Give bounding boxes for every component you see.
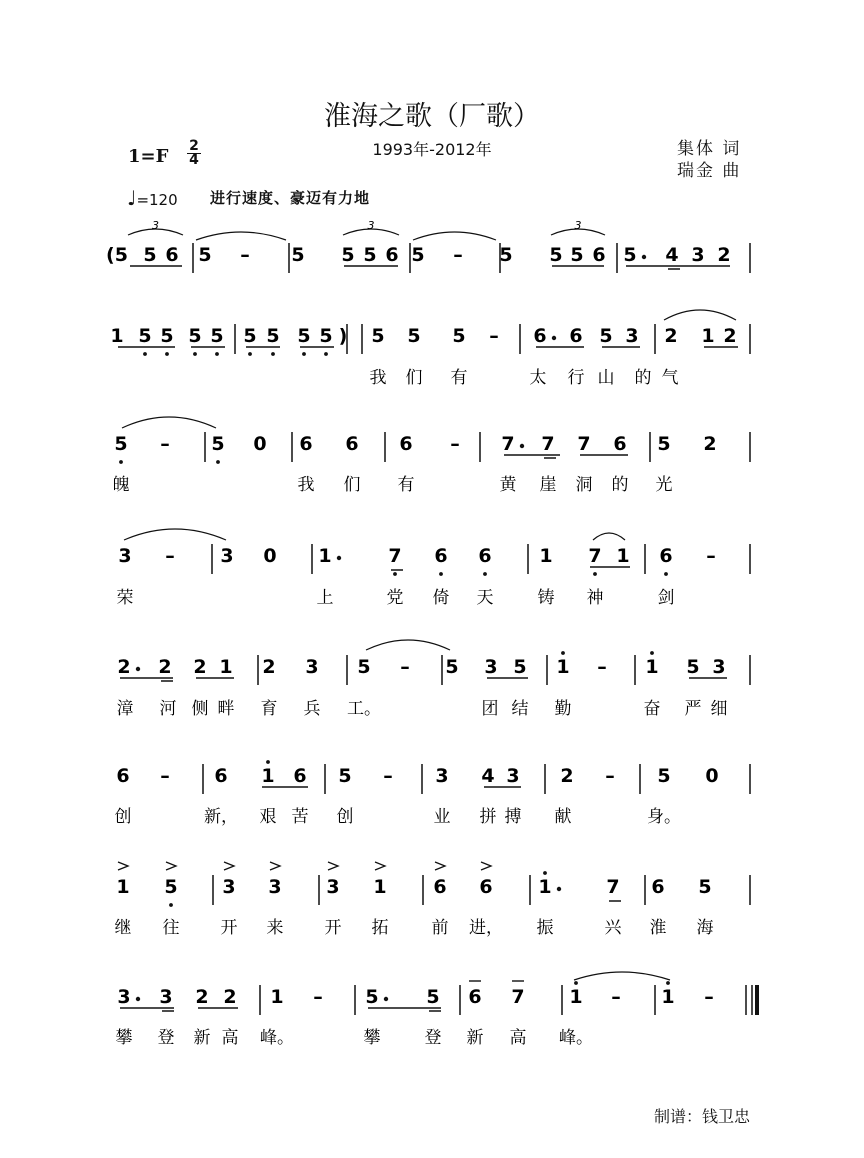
lyric-syllable: 们 xyxy=(343,475,361,495)
lyric-syllable: 登 xyxy=(424,1028,442,1048)
note: 7 xyxy=(511,986,525,1008)
octave-dot xyxy=(324,352,328,356)
lyric-syllable: 的 xyxy=(634,368,652,388)
note: 6 xyxy=(433,876,447,898)
lyric-syllable: 光 xyxy=(655,475,673,495)
note: 5 xyxy=(243,325,257,347)
note: 5 xyxy=(363,244,377,266)
note: 5 xyxy=(297,325,311,347)
note: 2 xyxy=(560,765,574,787)
note: 2 xyxy=(262,656,276,678)
accent-mark xyxy=(435,862,445,870)
lyric-syllable: 行 xyxy=(567,368,585,388)
song-title: 淮海之歌（厂歌） xyxy=(324,101,540,132)
note: 5 xyxy=(210,325,224,347)
note: 1 xyxy=(616,545,630,567)
lyric-syllable: 团 xyxy=(481,699,499,719)
octave-dot xyxy=(165,352,169,356)
lyric-syllable: 淮 xyxy=(649,918,667,938)
octave-dot xyxy=(561,651,565,655)
lyric-syllable: 开 xyxy=(324,918,342,938)
lyric-syllable: 开 xyxy=(220,918,238,938)
octave-dot xyxy=(520,444,524,448)
accent-mark xyxy=(481,862,491,870)
note: 5 xyxy=(549,244,563,266)
note: – xyxy=(450,433,460,455)
lyric-syllable: 身。 xyxy=(647,807,681,827)
lyric-syllable: 神 xyxy=(586,588,604,608)
time-signature-top: 2 xyxy=(187,140,201,154)
tempo-value: =120 xyxy=(136,191,178,209)
note: 2 xyxy=(723,325,737,347)
note: 6 xyxy=(592,244,606,266)
note: 5 xyxy=(657,433,671,455)
note: 1 xyxy=(539,545,553,567)
note: 6 xyxy=(613,433,627,455)
note: 5 xyxy=(452,325,466,347)
note: 3 xyxy=(625,325,639,347)
note: 6 xyxy=(651,876,665,898)
note: 3 xyxy=(305,656,319,678)
octave-dot xyxy=(664,572,668,576)
note: 6 xyxy=(345,433,359,455)
note: 1 xyxy=(701,325,715,347)
lyric-syllable: 有 xyxy=(450,368,468,388)
note: 6 xyxy=(293,765,307,787)
slur xyxy=(196,232,286,240)
note: 5 xyxy=(407,325,421,347)
accent-mark xyxy=(224,862,234,870)
note: 5 xyxy=(371,325,385,347)
accent-mark xyxy=(118,862,128,870)
note: 6 xyxy=(385,244,399,266)
note: – xyxy=(489,325,499,347)
note: 3 xyxy=(435,765,449,787)
composer-credit: 瑞金 曲 xyxy=(677,161,742,181)
note: 1 xyxy=(318,545,332,567)
note: 3 xyxy=(712,656,726,678)
lyric-syllable: 登 xyxy=(157,1028,175,1048)
note: 5 xyxy=(623,244,637,266)
lyric-syllable: 天 xyxy=(476,588,494,608)
lyric-syllable: 海 xyxy=(696,918,714,938)
note: ) xyxy=(338,325,348,347)
octave-dot xyxy=(248,352,252,356)
lyric-syllable: 太 xyxy=(529,368,547,388)
octave-dot xyxy=(552,336,556,340)
note: 3 xyxy=(506,765,520,787)
lyric-syllable: 艰 xyxy=(259,807,277,827)
lyric-syllable: 畔 xyxy=(217,699,235,719)
lyric-syllable: 高 xyxy=(221,1028,239,1048)
note: – xyxy=(165,545,175,567)
note: 5 xyxy=(338,765,352,787)
lyric-syllable: 进， xyxy=(469,918,503,938)
note: 5 xyxy=(143,244,157,266)
lyric-syllable: 铸 xyxy=(537,588,555,608)
expression-marking: 进行速度、豪迈有力地 xyxy=(210,189,371,207)
note: 1 xyxy=(116,876,130,898)
lyric-syllable: 魄 xyxy=(112,475,130,495)
slur xyxy=(593,533,625,540)
lyric-syllable: 搏 xyxy=(504,807,522,827)
note: 7 xyxy=(388,545,402,567)
note: 5 xyxy=(599,325,613,347)
note: 6 xyxy=(214,765,228,787)
lyric-syllable: 严 xyxy=(684,699,702,719)
lyric-syllable: 黄 xyxy=(499,475,517,495)
note: (5 xyxy=(106,244,128,266)
lyric-syllable: 气 xyxy=(661,368,679,388)
note: 1 xyxy=(270,986,284,1008)
note: 6 xyxy=(569,325,583,347)
lyric-syllable: 峰。 xyxy=(559,1028,593,1048)
octave-dot xyxy=(439,572,443,576)
note: – xyxy=(383,765,393,787)
lyric-syllable: 漳 xyxy=(116,699,134,719)
note: 6 xyxy=(533,325,547,347)
note: 5 xyxy=(445,656,459,678)
note: 5 xyxy=(365,986,379,1008)
note: 5 xyxy=(188,325,202,347)
note: 5 xyxy=(341,244,355,266)
slur xyxy=(366,640,450,650)
note: 5 xyxy=(160,325,174,347)
note: 5 xyxy=(198,244,212,266)
note: 3 xyxy=(484,656,498,678)
note: 2 xyxy=(117,656,131,678)
note: 0 xyxy=(705,765,719,787)
note: 2 xyxy=(703,433,717,455)
note: 1 xyxy=(219,656,233,678)
note: – xyxy=(605,765,615,787)
lyric-syllable: 山 xyxy=(597,368,615,388)
lyric-syllable: 崖 xyxy=(539,475,557,495)
note: 6 xyxy=(165,244,179,266)
note: 2 xyxy=(717,244,731,266)
lyric-syllable: 拓 xyxy=(371,918,389,938)
note: – xyxy=(400,656,410,678)
note: 1 xyxy=(110,325,124,347)
note: 7 xyxy=(606,876,620,898)
lyric-syllable: 剑 xyxy=(657,588,675,608)
note: 5 xyxy=(686,656,700,678)
note: 5 xyxy=(114,433,128,455)
note: 1 xyxy=(556,656,570,678)
octave-dot xyxy=(302,352,306,356)
octave-dot xyxy=(543,871,547,875)
octave-dot xyxy=(215,352,219,356)
accent-mark xyxy=(166,862,176,870)
accent-mark xyxy=(270,862,280,870)
slur xyxy=(664,310,736,320)
octave-dot xyxy=(574,981,578,985)
note: 5 xyxy=(164,876,178,898)
note: 5 xyxy=(319,325,333,347)
octave-dot xyxy=(642,255,646,259)
note: 5 xyxy=(266,325,280,347)
octave-dot xyxy=(650,651,654,655)
lyric-syllable: 我 xyxy=(297,475,315,495)
lyric-syllable: 苦 xyxy=(291,807,309,827)
quarter-note-icon: ♩ xyxy=(127,186,137,210)
note: 6 xyxy=(116,765,130,787)
note: 4 xyxy=(665,244,679,266)
key-signature: 1=F xyxy=(128,146,169,167)
note: 7 xyxy=(541,433,555,455)
note: 3 xyxy=(691,244,705,266)
note: 5 xyxy=(291,244,305,266)
octave-dot xyxy=(483,572,487,576)
note: 6 xyxy=(399,433,413,455)
slur xyxy=(124,529,226,540)
lyric-syllable: 们 xyxy=(405,368,423,388)
lyric-syllable: 拼 xyxy=(479,807,497,827)
octave-dot xyxy=(216,460,220,464)
note: 3 xyxy=(159,986,173,1008)
note: 5 xyxy=(698,876,712,898)
slur xyxy=(413,232,496,240)
lyric-syllable: 育 xyxy=(260,699,278,719)
lyric-syllable: 往 xyxy=(162,918,180,938)
lyricist-credit: 集体 词 xyxy=(677,139,742,159)
lyric-syllable: 河 xyxy=(159,699,177,719)
lyric-syllable: 兵 xyxy=(303,699,321,719)
note: 0 xyxy=(263,545,277,567)
note: 3 xyxy=(268,876,282,898)
triplet-number: 3 xyxy=(574,219,582,232)
note: 2 xyxy=(195,986,209,1008)
note: – xyxy=(160,433,170,455)
song-dates: 1993年-2012年 xyxy=(372,140,492,159)
lyric-syllable: 侧 xyxy=(191,699,209,719)
note: – xyxy=(313,986,323,1008)
octave-dot xyxy=(169,903,173,907)
lyric-syllable: 洞 xyxy=(575,475,593,495)
accent-mark xyxy=(328,862,338,870)
note: 5 xyxy=(357,656,371,678)
lyric-syllable: 结 xyxy=(511,699,529,719)
lyric-syllable: 勤 xyxy=(554,699,572,719)
note: – xyxy=(240,244,250,266)
note: 1 xyxy=(261,765,275,787)
note: 6 xyxy=(478,545,492,567)
lyric-syllable: 上 xyxy=(316,588,334,608)
note: – xyxy=(597,656,607,678)
lyric-syllable: 的 xyxy=(611,475,629,495)
slur xyxy=(122,417,216,428)
note: – xyxy=(160,765,170,787)
lyric-syllable: 倚 xyxy=(432,588,450,608)
octave-dot xyxy=(593,572,597,576)
note: 1 xyxy=(661,986,675,1008)
lyric-syllable: 献 xyxy=(554,807,572,827)
lyric-syllable: 荣 xyxy=(116,588,134,608)
note: 3 xyxy=(220,545,234,567)
triplet-number: 3 xyxy=(367,219,375,232)
note: 7 xyxy=(501,433,515,455)
note: 2 xyxy=(223,986,237,1008)
note: 5 xyxy=(426,986,440,1008)
octave-dot xyxy=(337,556,341,560)
lyric-syllable: 创 xyxy=(336,807,354,827)
note: – xyxy=(706,545,716,567)
note: – xyxy=(704,986,714,1008)
note: 7 xyxy=(577,433,591,455)
octave-dot xyxy=(143,352,147,356)
note: 6 xyxy=(479,876,493,898)
note: 5 xyxy=(657,765,671,787)
octave-dot xyxy=(666,981,670,985)
note: 3 xyxy=(117,986,131,1008)
note: 6 xyxy=(468,986,482,1008)
note: 2 xyxy=(664,325,678,347)
note: – xyxy=(453,244,463,266)
note: 5 xyxy=(411,244,425,266)
arranger-credit: 制谱：钱卫忠 xyxy=(654,1107,751,1126)
octave-dot xyxy=(271,352,275,356)
lyric-syllable: 新， xyxy=(204,807,238,827)
note: – xyxy=(611,986,621,1008)
note: 3 xyxy=(326,876,340,898)
slur xyxy=(574,972,670,980)
note: 3 xyxy=(222,876,236,898)
lyric-syllable: 工。 xyxy=(347,699,381,719)
octave-dot xyxy=(557,887,561,891)
lyric-syllable: 来 xyxy=(266,918,284,938)
note: 5 xyxy=(513,656,527,678)
note: 5 xyxy=(570,244,584,266)
lyric-syllable: 振 xyxy=(536,918,554,938)
note: 1 xyxy=(538,876,552,898)
lyric-syllable: 我 xyxy=(369,368,387,388)
note: 0 xyxy=(253,433,267,455)
octave-dot xyxy=(266,760,270,764)
note: 6 xyxy=(659,545,673,567)
octave-dot xyxy=(393,572,397,576)
octave-dot xyxy=(119,460,123,464)
lyric-syllable: 奋 xyxy=(643,699,661,719)
note: 1 xyxy=(569,986,583,1008)
lyric-syllable: 攀 xyxy=(363,1028,381,1048)
note: 6 xyxy=(434,545,448,567)
octave-dot xyxy=(136,997,140,1001)
lyric-syllable: 峰。 xyxy=(260,1028,294,1048)
note: 7 xyxy=(588,545,602,567)
time-signature-bottom: 4 xyxy=(189,152,199,168)
note: 1 xyxy=(645,656,659,678)
lyric-syllable: 创 xyxy=(114,807,132,827)
note: 2 xyxy=(158,656,172,678)
note: 5 xyxy=(138,325,152,347)
lyric-syllable: 高 xyxy=(509,1028,527,1048)
lyric-syllable: 兴 xyxy=(604,918,622,938)
lyric-syllable: 前 xyxy=(431,918,449,938)
lyric-syllable: 继 xyxy=(114,918,132,938)
accent-mark xyxy=(375,862,385,870)
lyric-syllable: 细 xyxy=(710,699,728,719)
octave-dot xyxy=(384,997,388,1001)
note: 1 xyxy=(373,876,387,898)
lyric-syllable: 有 xyxy=(397,475,415,495)
note: 5 xyxy=(499,244,513,266)
octave-dot xyxy=(136,667,140,671)
octave-dot xyxy=(193,352,197,356)
lyric-syllable: 新 xyxy=(193,1028,211,1048)
note: 2 xyxy=(193,656,207,678)
note: 5 xyxy=(211,433,225,455)
lyric-syllable: 业 xyxy=(433,807,451,827)
note: 6 xyxy=(299,433,313,455)
lyric-syllable: 攀 xyxy=(115,1028,133,1048)
lyric-syllable: 新 xyxy=(466,1028,484,1048)
note: 4 xyxy=(481,765,495,787)
note: 3 xyxy=(118,545,132,567)
lyric-syllable: 党 xyxy=(386,588,404,608)
triplet-number: 3 xyxy=(152,219,159,232)
